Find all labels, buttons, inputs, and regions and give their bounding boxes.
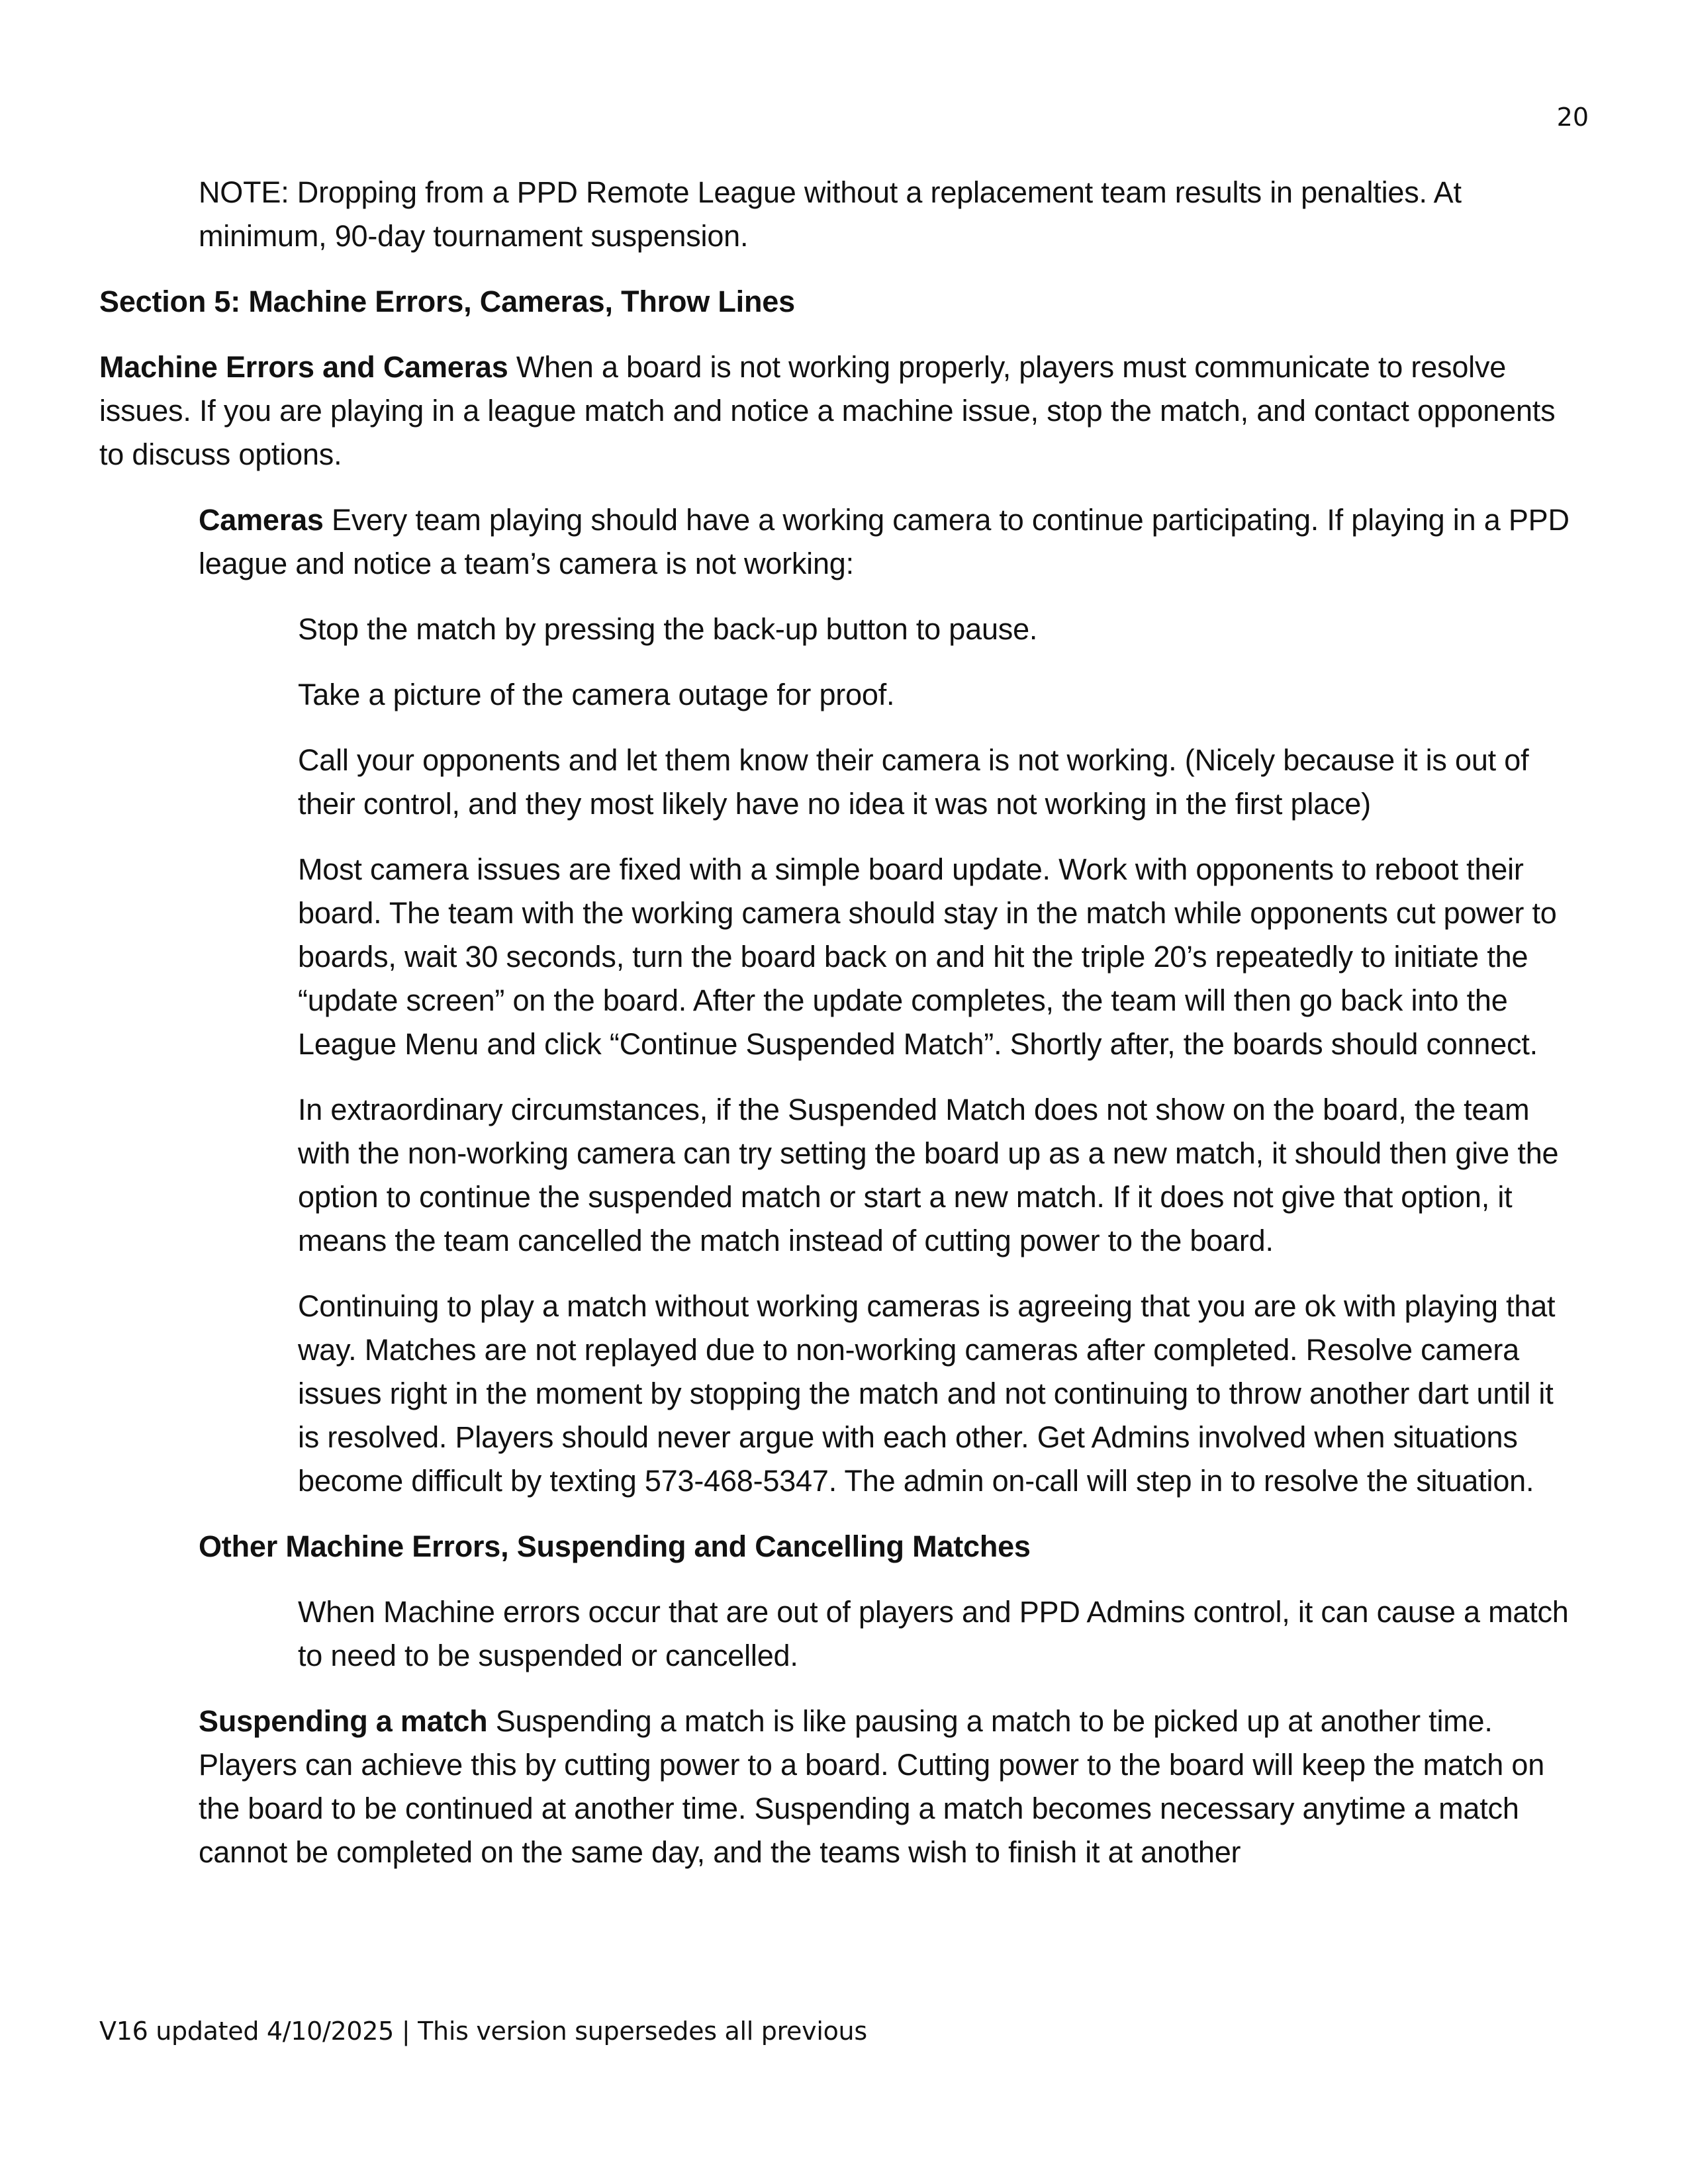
machine-errors-text: When a board is not working properly, players must communicate to resolve issues. If you are playing in a league match and notice a machine issue, stop the match, and contact opponents to discuss options. [99, 350, 1556, 471]
note-paragraph: NOTE: Dropping from a PPD Remote League without a replacement team results in penalties. At minimum, 90-day tournament suspension. [199, 175, 1462, 253]
suspending-text: Suspending a match is like pausing a match to be picked up at another time. Players can achieve this by cutting power to a board. Cutting power to the board will keep the match on the board to be continued at another time. Suspending a match becomes necessary anytime a match cannot be completed on the same day, and the teams wish to finish it at another [199, 1704, 1545, 1869]
camera-step: Take a picture of the camera outage for proof. [298, 678, 895, 711]
camera-step: Most camera issues are fixed with a simple board update. Work with opponents to reboot their board. The team with the working camera should stay in the match while opponents cut power to boards, wait 30 seconds, turn the board back on and hit the triple 20’s repeatedly to initiate the “update screen” on the board. After the update completes, the team will then go back into the League Menu and click “Continue Suspended Match”. Shortly after, the boards should connect. [298, 852, 1557, 1061]
machine-errors-heading: Machine Errors and Cameras [99, 350, 508, 384]
footer: V16 updated 4/10/2025 | This version supersedes all previous [99, 2017, 867, 2046]
section-heading: Section 5: Machine Errors, Cameras, Throw Lines [99, 285, 795, 318]
page-number: 20 [1556, 103, 1589, 132]
cameras-heading: Cameras [199, 503, 324, 537]
camera-step: In extraordinary circumstances, if the Suspended Match does not show on the board, the team with the non-working camera can try setting the board up as a new match, it should then give the option to continue the suspended match or start a new match. If it does not give that option, it means the team cancelled the match instead of cutting power to the board. [298, 1093, 1559, 1257]
cameras-text: Every team playing should have a working camera to continue participating. If playing in a PPD league and notice a team’s camera is not working: [199, 503, 1570, 580]
other-errors-heading: Other Machine Errors, Suspending and Cancelling Matches [199, 1529, 1031, 1563]
suspending-heading: Suspending a match [199, 1704, 488, 1738]
camera-step: Continuing to play a match without working cameras is agreeing that you are ok with playing that way. Matches are not replayed due to non-working cameras after completed. Resolve camera issues right in the moment by stopping the match and not continuing to throw another dart until it is resolved. Players should never argue with each other. Get Admins involved when situations become difficult by texting 573-468-5347. The admin on-call will step in to resolve the situation. [298, 1289, 1556, 1498]
machine-errors-paragraph [99, 345, 1582, 477]
camera-step: Stop the match by pressing the back-up button to pause. [298, 612, 1038, 646]
camera-step: Call your opponents and let them know their camera is not working. (Nicely because it is out of their control, and they most likely have no idea it was not working in the first place) [298, 743, 1529, 821]
other-errors-text: When Machine errors occur that are out of players and PPD Admins control, it can cause a match to need to be suspended or cancelled. [298, 1595, 1569, 1672]
suspending-paragraph [199, 1700, 1582, 1874]
document-body [99, 171, 1582, 1896]
cameras-paragraph [199, 498, 1582, 586]
